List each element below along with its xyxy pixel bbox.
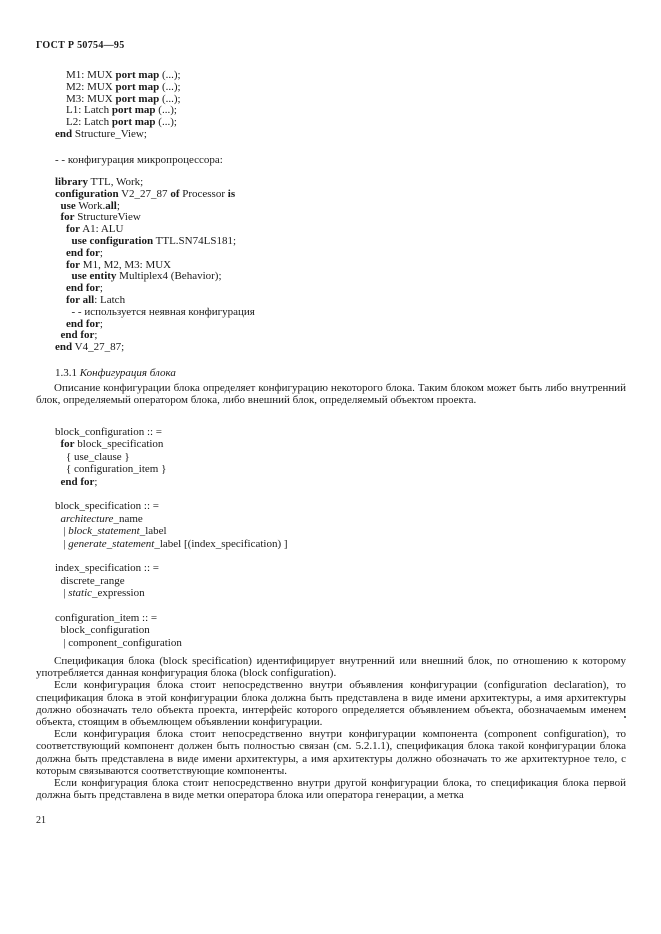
code-line: | generate_statement_label [(index_specification) ] bbox=[55, 537, 288, 550]
section-title: Конфигурация блока bbox=[79, 367, 176, 379]
code-line: use configuration TTL.SN74LS181; bbox=[71, 234, 237, 247]
paragraph: Если конфигурация блока стоит непосредственно внутри другой конфигурации блока, то спецификация блока первой должна быть представлена в виде метки оператора блока или оператора генерации, а метка bbox=[36, 777, 626, 802]
paragraph: Если конфигурация блока стоит непосредственно внутри объявления конфигурации (configuration declaration), то спецификация блока в этой конфигурации блока должна быть представлена в виде имени архитектуры, а имя архитектуры должно обозначать тело объекта проекта, интерфейс которого определяется объявлением объекта, обозначаемым именем объекта, стоящим в объемлющем объявлении конфигурации. bbox=[36, 679, 626, 729]
scan-speck bbox=[624, 716, 626, 718]
code-line: - - используется неявная конфигурация bbox=[55, 305, 255, 318]
code-line: { configuration_item } bbox=[55, 463, 167, 476]
code-line: | component_configuration bbox=[55, 636, 182, 649]
paragraph: Спецификация блока (block specification) идентифицирует внутренний или внешний блок, по отношению к которому употребляется данная конфигурация блока (block configuration). bbox=[36, 655, 626, 680]
code-line: M2: MUX port map (...); bbox=[55, 80, 181, 93]
code-line: library TTL, Work; bbox=[55, 176, 144, 188]
section-heading bbox=[55, 367, 176, 379]
code-line: { use_clause } bbox=[55, 450, 130, 463]
code-line: use Work.all; bbox=[60, 199, 120, 212]
code-line: for StructureView bbox=[60, 211, 141, 224]
code-line: end for; bbox=[66, 317, 103, 330]
code-line: end for; bbox=[66, 282, 103, 295]
code-line: block_configuration :: = bbox=[55, 426, 163, 438]
code-line: configuration_item :: = bbox=[55, 611, 158, 624]
code-line: end V4_27_87; bbox=[55, 341, 125, 354]
code-line: block_configuration bbox=[55, 624, 150, 637]
grammar-listing bbox=[55, 426, 288, 649]
code-listing-configuration bbox=[55, 177, 255, 354]
code-line bbox=[55, 488, 288, 500]
code-line: discrete_range bbox=[55, 574, 125, 587]
code-line: for all: Latch bbox=[66, 293, 126, 306]
code-line: | block_statement_label bbox=[55, 525, 167, 538]
code-line: L2: Latch port map (...); bbox=[55, 116, 177, 129]
intro-paragraph bbox=[36, 382, 626, 406]
code-line bbox=[55, 550, 288, 562]
paragraph: Если конфигурация блока стоит непосредственно внутри конфигурации компонента (component configuration), то соответствующий компонент должен быть полностью связан (см. 5.2.1.1), спецификация блока такой конфигурации блока должна быть представлена в виде имени архитектуры, а имя архитектуры должно обозначать то же архитектурное тело, с которым связываются соответствующие компоненты. bbox=[36, 728, 626, 777]
section-number: 1.3.1 bbox=[55, 367, 77, 379]
page-number: 21 bbox=[36, 815, 46, 826]
code-listing-structure bbox=[55, 70, 181, 141]
code-line bbox=[55, 599, 288, 611]
intro-text: Описание конфигурации блока определяет конфигурацию некоторого блока. Таким блоком может быть либо внутренний блок, определяемый оператором блока, либо внешний блок, определяемый объектом проекта. bbox=[36, 382, 626, 407]
code-line: M3: MUX port map (...); bbox=[55, 92, 181, 105]
code-line: end Structure_View; bbox=[55, 127, 147, 140]
code-line: end for; bbox=[60, 475, 98, 488]
code-line: for M1, M2, M3: MUX bbox=[66, 258, 172, 271]
code-line: for A1: ALU bbox=[66, 223, 124, 236]
body-paragraphs bbox=[36, 655, 626, 801]
code-line: end for; bbox=[66, 246, 103, 259]
code-line: architecture_name bbox=[60, 512, 143, 525]
code-line: block_specification :: = bbox=[55, 500, 159, 513]
code-line: for block_specification bbox=[60, 438, 164, 451]
code-line: L1: Latch port map (...); bbox=[55, 104, 177, 117]
code-line: use entity Multiplex4 (Behavior); bbox=[71, 270, 222, 283]
code-line: end for; bbox=[60, 329, 98, 342]
code-line: configuration V2_27_87 of Processor is bbox=[55, 187, 236, 200]
code-line: | static_expression bbox=[55, 587, 145, 600]
code-line: M1: MUX port map (...); bbox=[55, 69, 181, 81]
code-comment: - - конфигурация микропроцессора: bbox=[55, 154, 223, 166]
page-header: ГОСТ Р 50754—95 bbox=[36, 40, 125, 51]
code-line: index_specification :: = bbox=[55, 562, 159, 575]
